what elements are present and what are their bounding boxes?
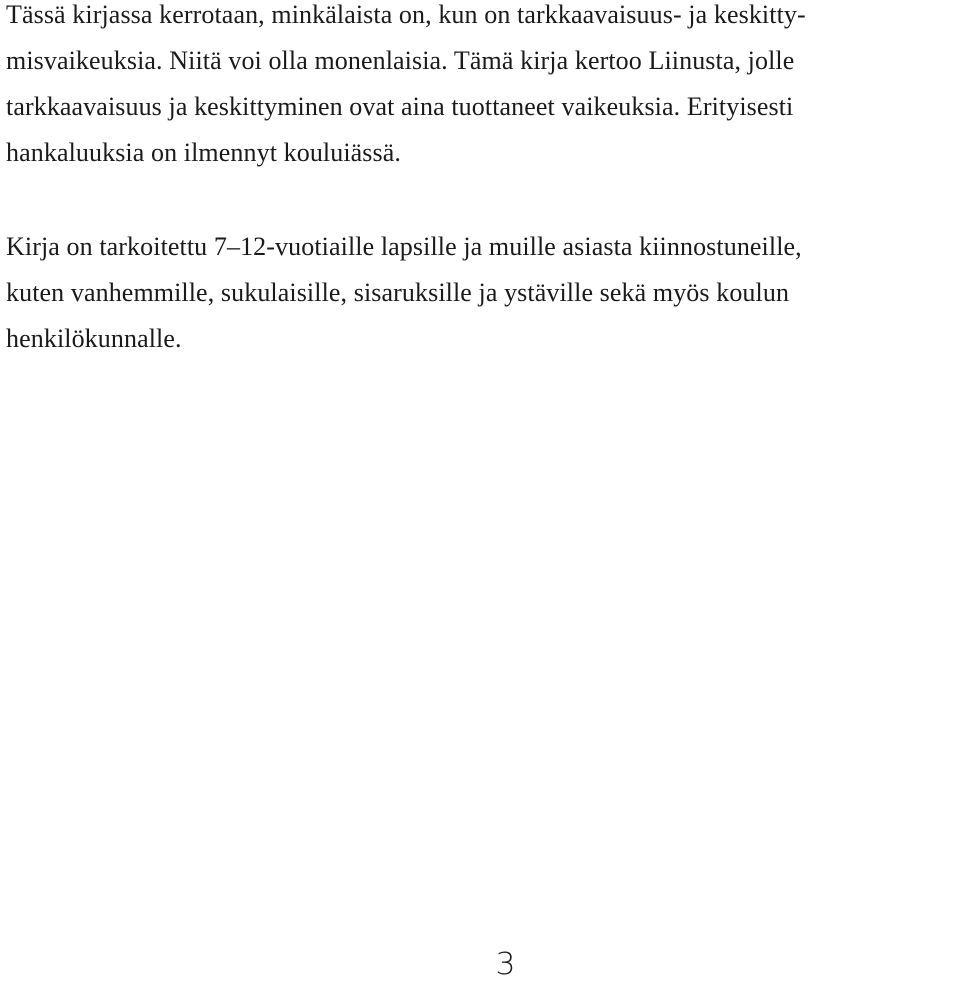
text-line: Tässä kirjassa kerrotaan, minkälaista on, kun on tarkkaavaisuus- ja keskitty- — [6, 0, 806, 29]
text-line: Kirja on tarkoitettu 7–12-vuotiaille lapsille ja muille asiasta kiinnostuneille, — [6, 232, 802, 261]
text-line: misvaikeuksia. Niitä voi olla monenlaisia. Tämä kirja kertoo Liinusta, jolle — [6, 46, 795, 75]
text-line: kuten vanhemmille, sukulaisille, sisaruksille ja ystäville sekä myös koulun — [6, 278, 790, 307]
text-line: hankaluuksia on ilmennyt kouluiässä. — [6, 138, 401, 167]
page-number: 3 — [495, 947, 516, 982]
text-line: henkilökunnalle. — [6, 324, 182, 353]
text-line: tarkkaavaisuus ja keskittyminen ovat aina tuottaneet vaikeuksia. Erityisesti — [6, 92, 794, 121]
